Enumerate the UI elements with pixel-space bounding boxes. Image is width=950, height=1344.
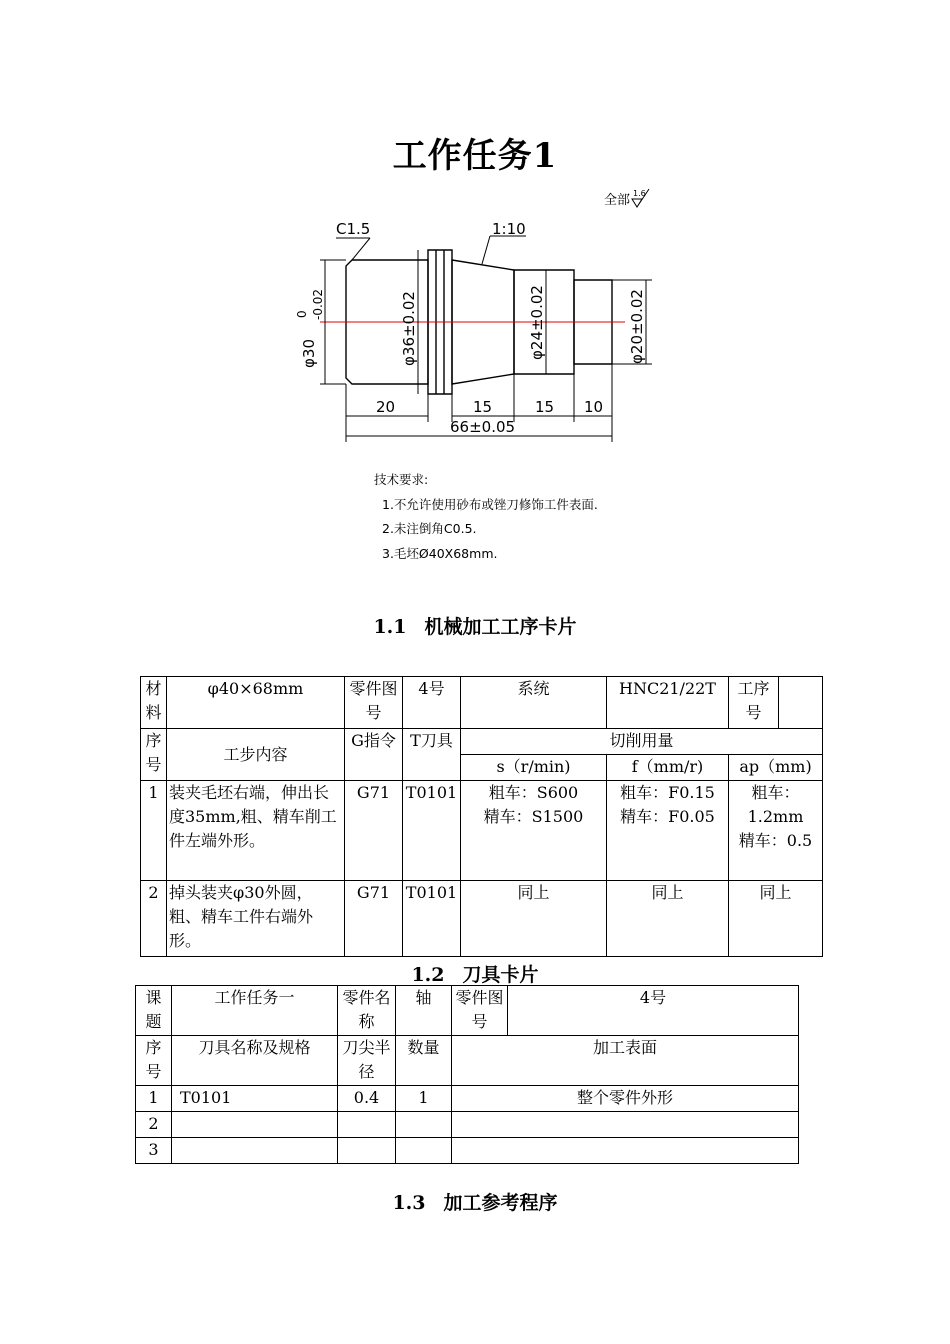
row-qty [396,1138,452,1164]
row-t: T0101 [403,781,461,881]
row-radius [338,1138,396,1164]
requirement-item: 1.不允许使用砂布或锉刀修饰工件表面. [382,496,598,512]
s-label: s（r/min) [461,755,607,781]
part-drawing-label: 零件图号 [452,986,508,1036]
row-step: 掉头装夹φ30外圆，粗、精车工件右端外形。 [167,881,345,957]
row-tool [172,1138,338,1164]
part-drawing-label: 零件图号 [345,677,403,729]
row-t: T0101 [403,881,461,957]
technical-requirements [374,468,598,566]
dim-d30: φ30 [300,339,318,368]
table-row [136,1086,799,1112]
row-seq: 1 [141,781,167,881]
row-ap: 同上 [729,881,823,957]
dim-len-20: 20 [376,398,396,416]
dim-total: 66±0.05 [450,418,516,436]
row-g: G71 [345,781,403,881]
material-value: φ40×68mm [167,677,345,729]
dim-d24: φ24±0.02 [528,285,546,360]
row-f: 同上 [607,881,729,957]
row-g: G71 [345,881,403,957]
part-name-value: 轴 [396,986,452,1036]
row-seq: 2 [141,881,167,957]
row-surface [452,1112,799,1138]
section-heading-1-1: 1.1 机械加工工序卡片 [373,616,577,638]
topic-value: 工作任务一 [172,986,338,1036]
seq-label: 序号 [136,1036,172,1086]
tool-label: 刀具名称及规格 [172,1036,338,1086]
row-f: 粗车：F0.15 精车：F0.05 [607,781,729,881]
system-value: HNC21/22T [607,677,729,729]
row-s: 同上 [461,881,607,957]
row-s: 粗车：S600 精车：S1500 [461,781,607,881]
dim-len-15b: 15 [535,398,555,416]
surface-label: 加工表面 [452,1036,799,1086]
table-row [136,1112,799,1138]
row-qty [396,1112,452,1138]
part-drawing-value: 4号 [508,986,799,1036]
section-heading-1-2: 1.2 刀具卡片 [411,964,539,986]
tool-card-table [135,985,799,1164]
surface-finish-label: 全部 [604,193,631,208]
topic-label: 课题 [136,986,172,1036]
table-row [141,881,823,957]
part-name-label: 零件名称 [338,986,396,1036]
row-surface: 整个零件外形 [452,1086,799,1112]
row-seq: 3 [136,1138,172,1164]
section-heading-1-3: 1.3 加工参考程序 [392,1192,558,1214]
f-label: f（mm/r) [607,755,729,781]
dim-d30-upper: 0 [295,310,309,318]
requirement-item: 3.毛坯Ø40X68mm. [382,545,498,561]
requirements-heading: 技术要求: [374,472,429,487]
row-tool [172,1112,338,1138]
dim-d20: φ20±0.02 [628,289,646,364]
taper-label: 1:10 [492,220,526,238]
material-label: 材料 [141,677,167,729]
system-label: 系统 [461,677,607,729]
row-radius [338,1112,396,1138]
g-label: G指令 [345,729,403,781]
ap-label: ap（mm) [729,755,823,781]
cutting-label: 切削用量 [461,729,823,755]
seq-label: 序号 [141,729,167,781]
process-no-value [779,677,823,729]
row-step: 装夹毛坯右端，伸出长 度35mm,粗、精车削工件左端外形。 [167,781,345,881]
row-seq: 1 [136,1086,172,1112]
chamfer-label: C1.5 [336,220,371,238]
process-card-table [140,676,823,957]
row-surface [452,1138,799,1164]
part-drawing-value: 4号 [403,677,461,729]
row-radius: 0.4 [338,1086,396,1112]
row-ap: 粗车： 1.2mm 精车：0.5 [729,781,823,881]
dim-d36: φ36±0.02 [400,291,418,366]
process-no-label: 工序号 [729,677,779,729]
row-seq: 2 [136,1112,172,1138]
row-qty: 1 [396,1086,452,1112]
dim-len-10: 10 [584,398,604,416]
radius-label: 刀尖半径 [338,1036,396,1086]
qty-label: 数量 [396,1036,452,1086]
step-label: 工步内容 [167,729,345,781]
page-title: 工作任务1 [392,136,558,176]
requirement-item: 2.未注倒角C0.5. [382,521,477,536]
t-label: T刀具 [403,729,461,781]
table-row [141,781,823,881]
table-row [136,1138,799,1164]
row-tool: T0101 [172,1086,338,1112]
dim-len-15a: 15 [473,398,493,416]
roughness-value: 1.6 [633,189,646,198]
dim-d30-lower: -0.02 [311,288,325,320]
shaft-drawing [280,180,680,448]
